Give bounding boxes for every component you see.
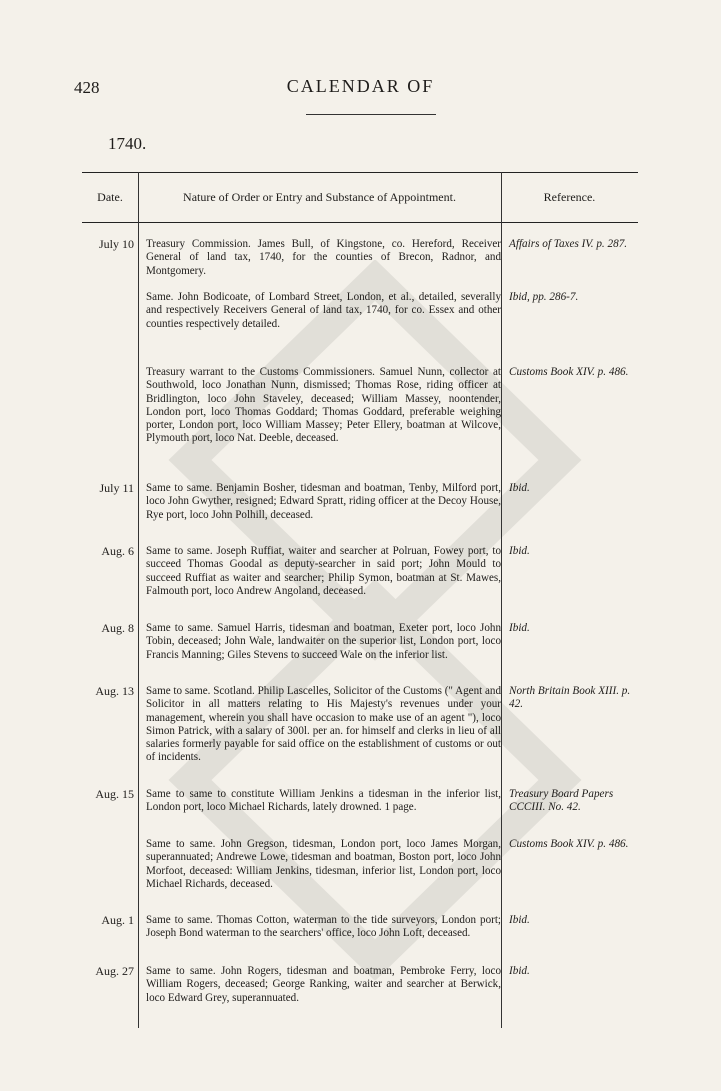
entry-reference: Ibid, pp. 286-7. [509,291,579,303]
column-rule-date [138,172,139,1028]
entry-text: Same to same. Samuel Harris, tidesman and boatman, Exeter port, loco John Tobin, deceased; John Wale, landwaiter on the superior list, London port, loco Francis Manning; Giles Stevens to succeed Wale on the inferior list. [146,622,501,661]
column-rule-reference [501,172,502,1028]
header-nature: Nature of Order or Entry and Substance of Appointment. [183,190,456,204]
entry-date: Aug. 27 [95,964,134,978]
header-date: Date. [97,190,123,204]
entry-date: Aug. 15 [95,787,134,801]
entry-text: Same to same to constitute William Jenkins a tidesman in the inferior list, London port, loco Michael Richards, lately drowned. 1 page. [146,788,501,814]
entry-text: Same to same. John Gregson, tidesman, London port, loco James Morgan, superannuated; Andrewe Lowe, tidesman and boatman, Boston port, loco John Morfoot, deceased: William Jenkins, tidesman, inferior list, London port, loco Michael Richards, deceased. [146,838,501,890]
entry-date: July 10 [98,237,134,251]
page-number: 428 [74,78,100,97]
running-title: CALENDAR OF [286,76,435,96]
entry-reference: Ibid. [509,545,530,557]
entry-text: Same to same. Benjamin Bosher, tidesman and boatman, Tenby, Milford port, loco John Gwyther, resigned; Edward Spratt, riding officer at the Decoy House, Rye port, loco John Polhill, deceased. [146,482,501,521]
entry-reference: Customs Book XIV. p. 486. [509,366,629,378]
entry-date: Aug. 8 [101,621,134,635]
entry-date: Aug. 6 [101,544,134,558]
entry-reference: Affairs of Taxes IV. p. 287. [509,238,628,250]
entry-reference: Ibid. [509,622,530,634]
entry-reference: Treasury Board Papers CCCIII. No. 42. [509,788,614,814]
entry-text: Treasury warrant to the Customs Commissioners. Samuel Nunn, collector at Southwold, loco Jonathan Nunn, dismissed; Thomas Rose, riding officer at Bridlington, loco John Staveley, deceased; William Massey, noontender, London port, loco Thomas Goddard; Thomas Goddard, preferable weighing porter, London port, loco William Massey; Peter Ellery, boatman at Wilcove, Plymouth port, loco Nat. Deeble, deceased. [146,366,501,445]
entry-reference: Ibid. [509,482,530,494]
year-heading: 1740. [108,134,147,153]
entry-date: July 11 [99,481,134,495]
entry-text: Same to same. Joseph Ruffiat, waiter and searcher at Polruan, Fowey port, to succeed Thomas Goodal as deputy-searcher in said port; John Mould to succeed Ruffiat as waiter and searcher; Philip Symon, boatman at St. Mawes, Falmouth port, loco Andrew Angoland, deceased. [146,545,501,597]
header-reference: Reference. [543,190,596,204]
entry-date: Aug. 13 [95,684,134,698]
entry-date: Aug. 1 [101,913,134,927]
title-rule [306,114,436,115]
entry-text: Same to same. John Rogers, tidesman and boatman, Pembroke Ferry, loco William Rogers, deceased; George Ranking, waiter and searcher at Berwick, loco Edward Grey, superannuated. [146,965,501,1004]
entry-reference: Ibid. [509,914,530,926]
entry-text: Treasury Commission. James Bull, of Kingstone, co. Hereford, Receiver General of land tax, 1740, for the counties of Brecon, Radnor, and Montgomery. [146,238,501,277]
entry-reference: Customs Book XIV. p. 486. [509,838,629,850]
table-top-rule [82,172,638,173]
entry-text: Same to same. Scotland. Philip Lascelles, Solicitor of the Customs (" Agent and Solicitor in all matters relating to His Majesty's revenues under your management, wherein you shall have occasion to make use of an agent "), loco Simon Patrick, with a salary of 300l. per an. for himself and clerks in lieu of all salaries formerly payable for said office on the establishment of customs or out of incidents. [146,685,501,764]
entry-reference: North Britain Book XIII. p. 42. [509,685,631,711]
table-header-rule [82,222,638,223]
entry-text: Same. John Bodicoate, of Lombard Street, London, et al., detailed, severally and respectively Receivers General of land tax, 1740, for co. Essex and other counties respectively detailed. [146,291,501,330]
entry-reference: Ibid. [509,965,530,977]
entry-text: Same to same. Thomas Cotton, waterman to the tide surveyors, London port; Joseph Bond waterman to the searchers' office, loco John Loft, deceased. [146,914,501,940]
